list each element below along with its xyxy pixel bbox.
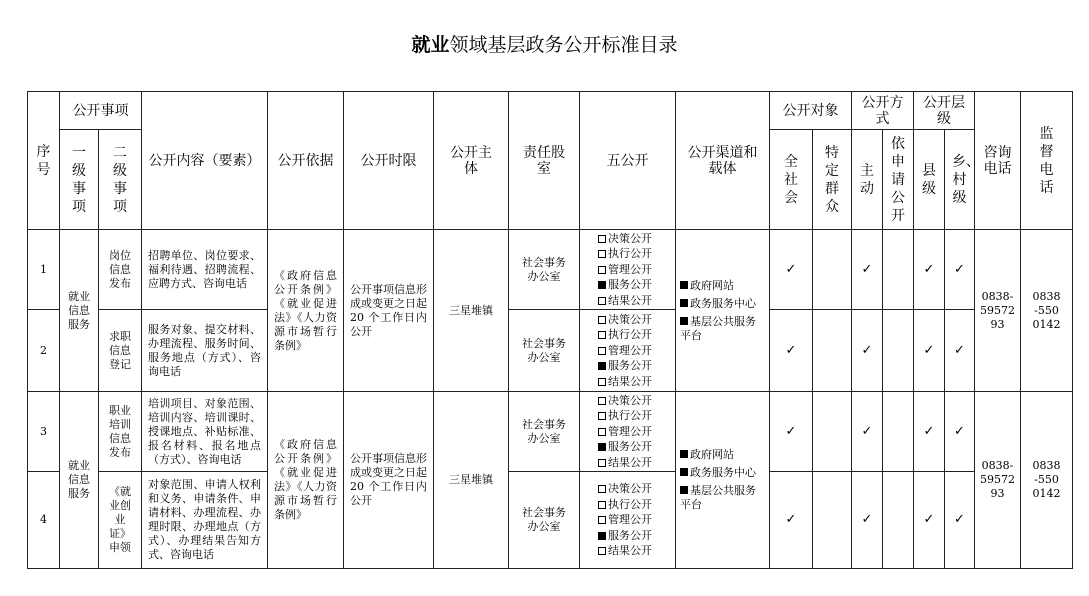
header-basis: 公开依据 bbox=[268, 92, 344, 230]
seq-cell: 2 bbox=[28, 310, 60, 392]
checkbox-icon bbox=[598, 266, 606, 274]
header-channel: 公开渠道和载体 bbox=[676, 92, 770, 230]
checkbox-icon bbox=[598, 331, 606, 339]
check-mark-icon: ✓ bbox=[770, 310, 813, 392]
checkbox-icon bbox=[598, 516, 606, 524]
level2-cell: 岗位信息发布 bbox=[99, 230, 142, 310]
square-bullet-icon bbox=[680, 281, 688, 289]
five-item: 结果公开 bbox=[598, 293, 675, 309]
subject-cell: 三星堆镇 bbox=[434, 230, 509, 392]
consult-phone: 0838-5957293 bbox=[975, 392, 1021, 569]
content-cell: 服务对象、提交材料、办理流程、服务时间、服务地点（方式）、咨询电话 bbox=[142, 310, 268, 392]
header-all-society: 全社会 bbox=[770, 130, 813, 230]
five-item: 决策公开 bbox=[598, 231, 675, 247]
checked-box-icon bbox=[598, 281, 606, 289]
check-mark-icon: ✓ bbox=[945, 392, 975, 472]
dept-cell: 社会事务办公室 bbox=[509, 230, 580, 310]
catalog-table bbox=[27, 91, 1073, 569]
level1-cell: 就业信息服务 bbox=[60, 392, 99, 569]
check-mark-icon: ✓ bbox=[945, 310, 975, 392]
five-list bbox=[580, 230, 676, 310]
five-item: 决策公开 bbox=[598, 312, 675, 328]
checkbox-icon bbox=[598, 316, 606, 324]
checkbox-icon bbox=[598, 459, 606, 467]
table-row bbox=[28, 230, 1073, 310]
header-town: 乡、村级 bbox=[945, 130, 975, 230]
check-mark-icon: ✓ bbox=[852, 472, 883, 569]
header-active: 主动 bbox=[852, 130, 883, 230]
five-item: 服务公开 bbox=[598, 358, 675, 374]
header-county: 县级 bbox=[914, 130, 945, 230]
check-mark-icon: ✓ bbox=[914, 310, 945, 392]
five-item: 决策公开 bbox=[598, 481, 675, 497]
content-cell: 培训项目、对象范围、培训内容、培训课时、授课地点、补贴标准、报名材料、报名地点（方式）、咨询电话 bbox=[142, 392, 268, 472]
empty-cell bbox=[883, 472, 914, 569]
header-specific: 特定群众 bbox=[813, 130, 852, 230]
content-cell: 招聘单位、岗位要求、福利待遇、招聘流程、应聘方式、咨询电话 bbox=[142, 230, 268, 310]
basis-cell: 《政府信息公开条例》《就业促进法》《人力资源市场暂行条例》 bbox=[268, 392, 344, 569]
table-row bbox=[28, 392, 1073, 472]
empty-cell bbox=[883, 310, 914, 392]
check-mark-icon: ✓ bbox=[914, 230, 945, 310]
checkbox-icon bbox=[598, 428, 606, 436]
five-item: 结果公开 bbox=[598, 543, 675, 559]
check-mark-icon: ✓ bbox=[945, 230, 975, 310]
header-seq: 序号 bbox=[28, 92, 60, 230]
five-item: 结果公开 bbox=[598, 374, 675, 390]
level2-cell: 《就业创业证》申领 bbox=[99, 472, 142, 569]
channel-cell: 政府网站 政务服务中心 基层公共服务平台 bbox=[676, 392, 770, 569]
header-method: 公开方式 bbox=[852, 92, 914, 130]
empty-cell bbox=[813, 230, 852, 310]
empty-cell bbox=[883, 230, 914, 310]
header-on-request: 依申请公开 bbox=[883, 130, 914, 230]
checkbox-icon bbox=[598, 347, 606, 355]
consult-phone: 0838-5957293 bbox=[975, 230, 1021, 392]
checkbox-icon bbox=[598, 235, 606, 243]
five-item: 服务公开 bbox=[598, 528, 675, 544]
title-rest: 领域基层政务公开标准目录 bbox=[449, 34, 678, 56]
basis-cell: 《政府信息公开条例》《就业促进法》《人力资源市场暂行条例》 bbox=[268, 230, 344, 392]
five-item: 管理公开 bbox=[598, 424, 675, 440]
square-bullet-icon bbox=[680, 468, 688, 476]
header-dept: 责任股室 bbox=[509, 92, 580, 230]
header-items: 公开事项 bbox=[60, 92, 142, 130]
title-bold: 就业 bbox=[411, 34, 450, 56]
empty-cell bbox=[813, 392, 852, 472]
check-mark-icon: ✓ bbox=[770, 230, 813, 310]
header-content: 公开内容（要素） bbox=[142, 92, 268, 230]
check-mark-icon: ✓ bbox=[945, 472, 975, 569]
seq-cell: 4 bbox=[28, 472, 60, 569]
five-item: 服务公开 bbox=[598, 439, 675, 455]
checkbox-icon bbox=[598, 397, 606, 405]
time-cell: 公开事项信息形成或变更之日起 20 个工作日内公开 bbox=[344, 230, 434, 392]
square-bullet-icon bbox=[680, 317, 688, 325]
five-item: 结果公开 bbox=[598, 455, 675, 471]
checkbox-icon bbox=[598, 485, 606, 493]
five-item: 执行公开 bbox=[598, 246, 675, 262]
checkbox-icon bbox=[598, 501, 606, 509]
level1-cell: 就业信息服务 bbox=[60, 230, 99, 392]
checked-box-icon bbox=[598, 362, 606, 370]
checkbox-icon bbox=[598, 250, 606, 258]
check-mark-icon: ✓ bbox=[852, 230, 883, 310]
dept-cell: 社会事务办公室 bbox=[509, 310, 580, 392]
check-mark-icon: ✓ bbox=[770, 392, 813, 472]
table-row bbox=[28, 472, 1073, 569]
table-row bbox=[28, 310, 1073, 392]
level2-cell: 求职信息登记 bbox=[99, 310, 142, 392]
checked-box-icon bbox=[598, 532, 606, 540]
five-item: 决策公开 bbox=[598, 393, 675, 409]
empty-cell bbox=[813, 472, 852, 569]
square-bullet-icon bbox=[680, 450, 688, 458]
level2-cell: 职业培训信息发布 bbox=[99, 392, 142, 472]
five-item: 执行公开 bbox=[598, 408, 675, 424]
five-list bbox=[580, 472, 676, 569]
header-time: 公开时限 bbox=[344, 92, 434, 230]
five-item: 服务公开 bbox=[598, 277, 675, 293]
header-object: 公开对象 bbox=[770, 92, 852, 130]
check-mark-icon: ✓ bbox=[770, 472, 813, 569]
seq-cell: 1 bbox=[28, 230, 60, 310]
five-list bbox=[580, 310, 676, 392]
channel-cell: 政府网站 政务服务中心 基层公共服务平台 bbox=[676, 230, 770, 392]
content-cell: 对象范围、申请人权利和义务、申请条件、申请材料、办理流程、办理时限、办理地点（方式）、办理结果告知方式、咨询电话 bbox=[142, 472, 268, 569]
checked-box-icon bbox=[598, 443, 606, 451]
subject-cell: 三星堆镇 bbox=[434, 392, 509, 569]
header-supervise: 监督电话 bbox=[1021, 92, 1073, 230]
five-item: 执行公开 bbox=[598, 327, 675, 343]
time-cell: 公开事项信息形成或变更之日起 20 个工作日内公开 bbox=[344, 392, 434, 569]
five-item: 管理公开 bbox=[598, 262, 675, 278]
five-item: 执行公开 bbox=[598, 497, 675, 513]
empty-cell bbox=[813, 310, 852, 392]
page-title bbox=[0, 30, 1089, 57]
header-subject: 公开主体 bbox=[434, 92, 509, 230]
checkbox-icon bbox=[598, 412, 606, 420]
empty-cell bbox=[883, 392, 914, 472]
square-bullet-icon bbox=[680, 486, 688, 494]
header-five: 五公开 bbox=[580, 92, 676, 230]
header-level1: 一级事项 bbox=[60, 130, 99, 230]
check-mark-icon: ✓ bbox=[914, 392, 945, 472]
supervise-phone: 0838-5500142 bbox=[1021, 230, 1073, 392]
header-consult: 咨询电话 bbox=[975, 92, 1021, 230]
checkbox-icon bbox=[598, 378, 606, 386]
check-mark-icon: ✓ bbox=[852, 310, 883, 392]
seq-cell: 3 bbox=[28, 392, 60, 472]
check-mark-icon: ✓ bbox=[852, 392, 883, 472]
five-item: 管理公开 bbox=[598, 343, 675, 359]
header-level2: 二级事项 bbox=[99, 130, 142, 230]
dept-cell: 社会事务办公室 bbox=[509, 392, 580, 472]
square-bullet-icon bbox=[680, 299, 688, 307]
supervise-phone: 0838-5500142 bbox=[1021, 392, 1073, 569]
header-level: 公开层级 bbox=[914, 92, 975, 130]
dept-cell: 社会事务办公室 bbox=[509, 472, 580, 569]
check-mark-icon: ✓ bbox=[914, 472, 945, 569]
five-list bbox=[580, 392, 676, 472]
five-item: 管理公开 bbox=[598, 512, 675, 528]
checkbox-icon bbox=[598, 547, 606, 555]
checkbox-icon bbox=[598, 297, 606, 305]
